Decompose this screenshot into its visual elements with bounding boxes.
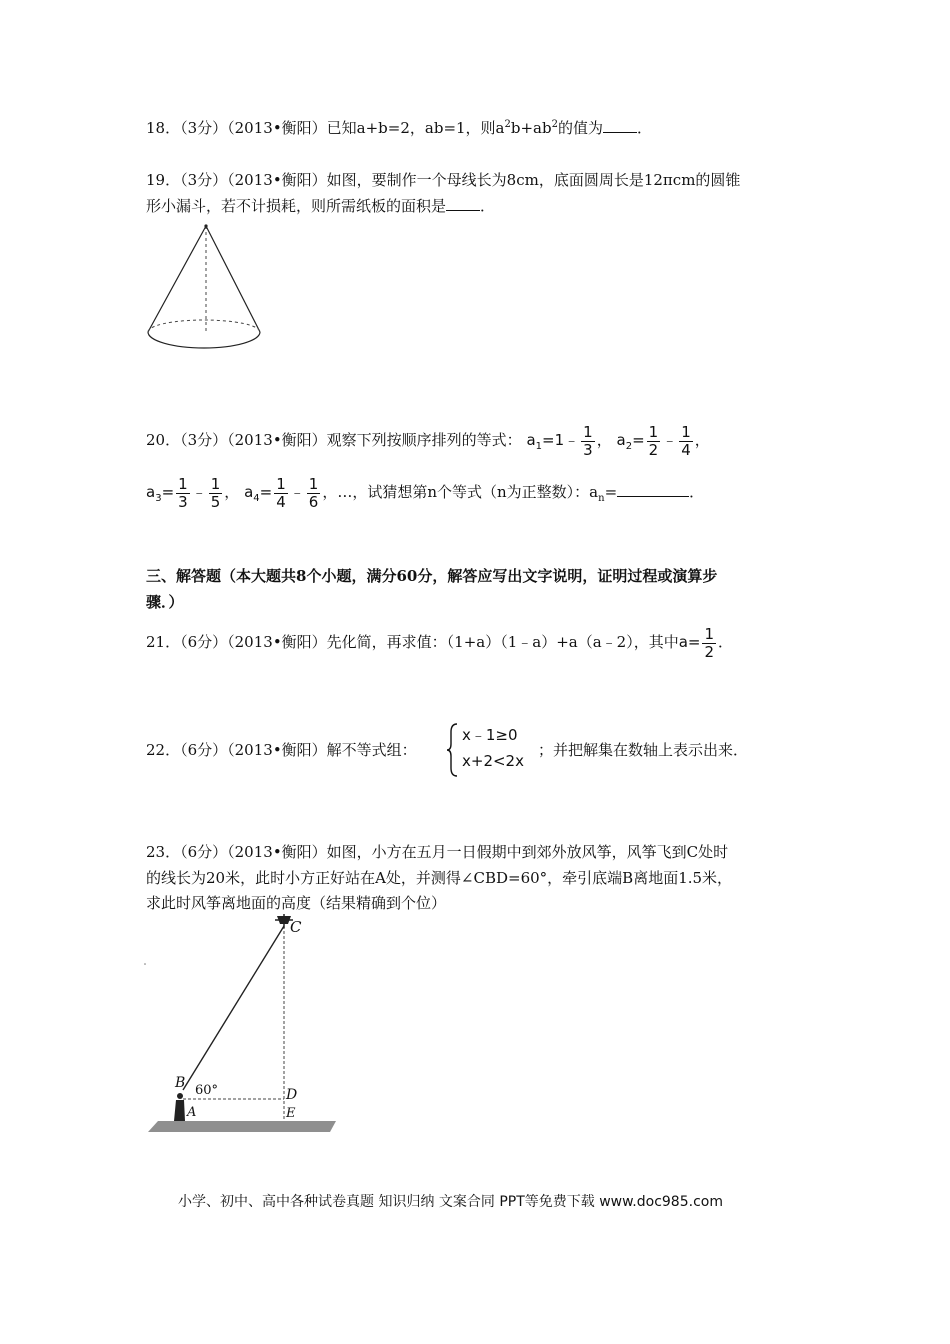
- q22-tail: ；并把解集在数轴上表示出来．: [538, 741, 749, 759]
- q19-number: 19．: [146, 171, 181, 189]
- q19-text-line2: 形小漏斗，若不计损耗，则所需纸板的面积是: [146, 197, 447, 215]
- q22-tail-line: [538, 740, 748, 760]
- q20-a2: $a_2=$: [616, 431, 645, 452]
- q23-line2: [146, 868, 732, 888]
- q20-tail-eq: =: [604, 483, 618, 501]
- label-C: C: [290, 918, 302, 936]
- q18-text-before: 已知a+b=2，ab=1，则a: [326, 119, 505, 137]
- q18-score: （3分）: [180, 119, 228, 137]
- left-brace-icon: [446, 722, 460, 778]
- q18-line: [146, 118, 652, 138]
- q20-minus4: ﹣: [289, 483, 305, 501]
- q20-source: （2013•衡阳）: [227, 431, 327, 449]
- q18-sup2: 2: [551, 119, 558, 130]
- q20-sep2: ，: [694, 431, 710, 449]
- section3-heading-text1: 三、解答题（本大题共8个小题，满分60分，解答应写出文字说明，证明过程或演算步: [146, 567, 718, 585]
- label-angle: 60°: [195, 1083, 219, 1098]
- cone-base-front: [148, 332, 260, 348]
- q22-number: 22．: [146, 741, 181, 759]
- person-icon: [174, 1093, 185, 1121]
- q20-a3: $a_3=$: [146, 483, 175, 504]
- q21-line: [146, 620, 733, 664]
- cone-right-edge: [206, 226, 260, 332]
- q20-minus2: ﹣: [662, 431, 678, 449]
- q22-ineq1: x﹣1≥0: [462, 726, 518, 744]
- cone-base-back: [148, 320, 260, 332]
- q20-frac-1-2: $\frac{1}{2}$: [648, 422, 659, 459]
- q19-line1: [146, 170, 740, 190]
- q20-frac-1-6: $\frac{1}{6}$: [308, 474, 319, 511]
- q20-frac-1-4: $\frac{1}{4}$: [681, 422, 691, 459]
- q22-text: 解不等式组：: [326, 741, 417, 759]
- q18-source: （2013•衡阳）: [227, 119, 327, 137]
- q20-frac-1-5: $\frac{1}{5}$: [210, 474, 221, 511]
- q22-ineq2: x+2<2x: [462, 752, 524, 770]
- q21-source: （2013•衡阳）: [227, 633, 327, 651]
- label-A: A: [187, 1105, 197, 1120]
- section3-heading-line1: [146, 566, 717, 586]
- q20-a4: $a_4=$: [244, 483, 273, 504]
- q23-text-line3: 求此时风筝离地面的高度（结果精确到个位）: [146, 894, 447, 912]
- q20-tail: ，…，试猜想第n个等式（n为正整数）：a: [322, 483, 599, 501]
- q20-sep1: ，: [596, 431, 612, 449]
- q20-sep3: ，: [224, 483, 240, 501]
- cone-apex: [204, 224, 207, 227]
- stray-dot: [144, 963, 146, 965]
- q18-text-mid: b+ab: [510, 119, 552, 137]
- cone-figure: [140, 222, 270, 357]
- q21-score: （6分）: [180, 633, 228, 651]
- q23-text-line2: 的线长为20米，此时小方正好站在A处，并测得∠CBD=60°，牵引底端B离地面1.5米，: [146, 869, 733, 887]
- q20-number: 20．: [146, 431, 181, 449]
- q20-frac-1-3b: $\frac{1}{3}$: [178, 474, 188, 511]
- q20-line2: [146, 470, 704, 514]
- q20-answer-blank: [617, 482, 689, 497]
- q20-tail-sub: n: [598, 493, 605, 504]
- q23-source: （2013•衡阳）: [227, 843, 327, 861]
- q18-number: 18．: [146, 119, 181, 137]
- section3-heading-line2: [146, 592, 184, 612]
- q20-frac-1-3: $\frac{1}{3}$: [583, 422, 593, 459]
- q23-number: 23．: [146, 843, 181, 861]
- q22-score: （6分）: [180, 741, 228, 759]
- cone-left-edge: [148, 226, 206, 332]
- q21-frac-1-2: $\frac{1}{2}$: [704, 624, 715, 661]
- q19-end: ．: [480, 197, 496, 215]
- q20-score: （3分）: [180, 431, 228, 449]
- section3-heading-text2: 骤．）: [146, 593, 184, 611]
- q20-end: ．: [689, 483, 705, 501]
- q19-answer-blank: [446, 196, 480, 211]
- q22-source: （2013•衡阳）: [227, 741, 327, 759]
- q18-answer-blank: [603, 118, 637, 133]
- q20-intro: 观察下列按顺序排列的等式：: [326, 431, 522, 449]
- page-footer: 小学、初中、高中各种试卷真题 知识归纳 文案合同 PPT等免费下载 www.doc985.com: [178, 1194, 723, 1210]
- label-E: E: [286, 1106, 296, 1121]
- q18-end: ．: [636, 119, 652, 137]
- q20-minus3: ﹣: [191, 483, 207, 501]
- q21-number: 21．: [146, 633, 181, 651]
- q18-text-after: 的值为: [557, 119, 603, 137]
- q20-a1: $a_1=1﹣$: [526, 431, 580, 452]
- kite-string-line: [183, 926, 284, 1090]
- q21-text: 先化简，再求值：（1+a）（1﹣a）+a（a﹣2），其中: [326, 633, 679, 651]
- q19-line2: [146, 196, 495, 216]
- q18-sup1: 2: [504, 119, 511, 130]
- q19-score: （3分）: [180, 171, 228, 189]
- q23-line1: [146, 842, 728, 862]
- q22-line: [146, 740, 417, 760]
- q19-source: （2013•衡阳）: [227, 171, 327, 189]
- kite-figure: [140, 910, 350, 1140]
- ground: [148, 1121, 336, 1132]
- label-D: D: [286, 1087, 298, 1103]
- q23-score: （6分）: [180, 843, 228, 861]
- q23-text-line1: 如图，小方在五月一日假期中到郊外放风筝，风筝飞到C处时: [326, 843, 729, 861]
- q19-text-line1: 如图，要制作一个母线长为8cm，底面圆周长是12πcm的圆锥: [326, 171, 741, 189]
- q20-frac-1-4b: $\frac{1}{4}$: [276, 474, 286, 511]
- q21-a-eq: a=: [678, 633, 701, 651]
- q20-line1: [146, 418, 710, 462]
- label-B: B: [175, 1075, 186, 1091]
- q21-end: ．: [718, 633, 734, 651]
